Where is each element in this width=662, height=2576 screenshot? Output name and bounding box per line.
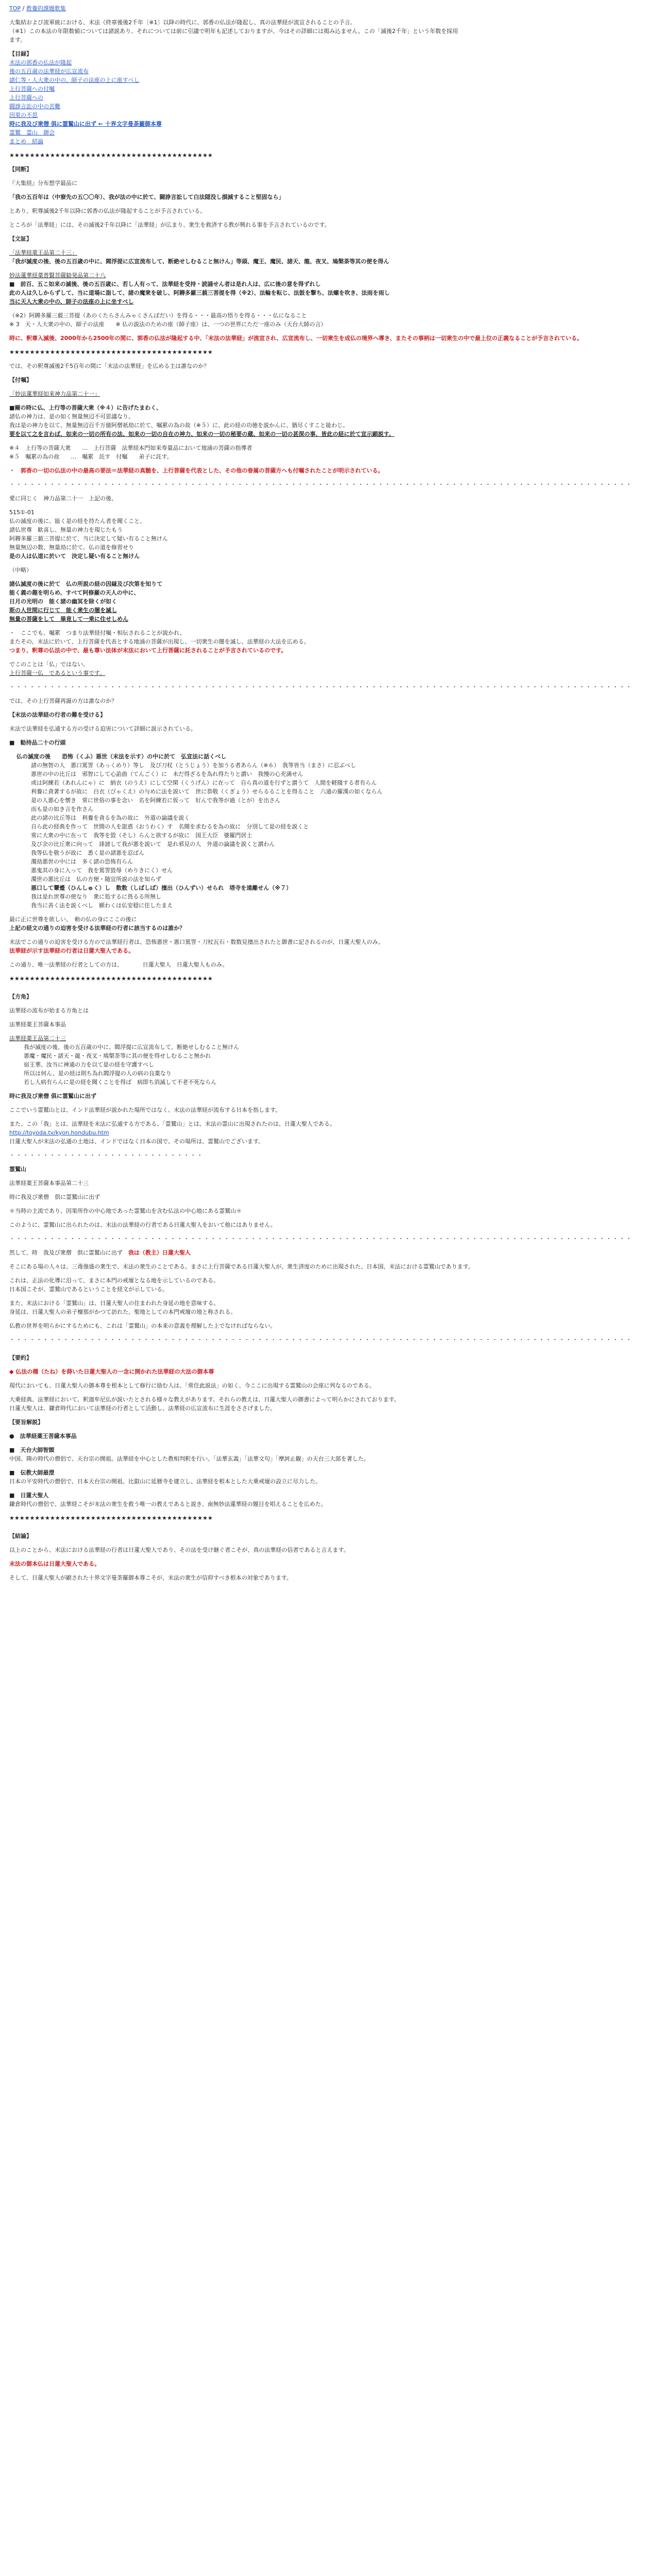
section-subheading: （中略） [9,567,32,573]
paragraph: 末法でこの通りの迫害を受ける方ので法華経行者は、恐怖悪世・悪口罵詈・刀杖瓦石・数数見擯出されたと御書に記されるのが、日蓮大聖人のみ。 [9,939,384,945]
verse: 此の諸の比丘等は 利養を貪るを為の故に 外道の論議を説く [31,815,190,821]
section-heading: 【結論】 [9,1533,32,1539]
paragraph: これは、正法の化導に沿って、まさに本門の戒壇となる地を示しているのである。 [9,1277,219,1284]
paragraph: 末法で法華経を弘通する方の受ける迫害について詳細に説示されている。 [9,725,196,732]
section-minobu [9,1299,653,1330]
paragraph-text: 然して、時 我及び衆僧 倶に霊鷲山に出ず [9,1249,123,1256]
paragraph: そして、日蓮大聖人が顕された十界文字曼荼羅御本尊こそが、末法の衆生が信仰すべき根本の対象であります。 [9,1574,292,1581]
breadcrumb-separator: / [21,5,26,12]
verse: 諸仏世尊 歓喜し、無量の神力を現じたもう [9,527,123,533]
intro-line: ます。 [9,37,26,43]
quote: 此の人は久しからずして、当に道場に詣して、諸の魔衆を破し、阿耨多羅三藐三菩提を得（※2）、法輪を転じ、法鼓を撃ち、法螺を吹き、法雨を雨し [9,290,390,296]
emphasis-text: 我は（教主）日蓮大聖人 [128,1249,191,1256]
section-gyoja [9,660,653,910]
verse: 日月の光明の 能く諸の幽冥を除くが如く [9,598,117,605]
verse: 宿王華、汝当に神通の力を以て是の経を守護すべし [24,1061,154,1068]
page-ref: 515①-01 [9,509,35,516]
section-heading: 【方角】 [9,993,32,1000]
quote: 諸仏の神力は、是の如く無量無辺不可思議なり。 [9,413,134,420]
table-of-contents [9,49,653,146]
quote: ■爾の時に仏、上行等の菩薩大衆（※４）に告げたまわく、 [9,404,162,411]
paragraph: 大乗経典、法華経において、釈迦牟尼仏が説いたとされる様々な教えがあります。それらの教えは、日蓮大聖人の御書によって明らかにされております。 [9,1396,400,1403]
paragraph: また、この「我」とは、法華経を末法に弘通する方である。「霊鷲山」とは、末法の霊山に出現されたのは、日蓮大聖人である。 [9,1121,336,1127]
quote: 「我の五百年は（中寮先の五〇〇年）、我が法の中に於て、闘諍言訟して白法隠没し損減すること堅固なら」 [9,194,285,200]
section-heading: 【末法の法華経の行者の難を受ける】 [9,711,106,718]
quote: 要を以て之を言わば、如来の一切の所有の法、如来の一切の自在の神力、如来の一切の秘要の蔵、如来の一切の甚深の事、皆此の経に於て宣示顕説す。 [9,431,395,437]
verse: 無量無辺の数、無量劫に於て、仏の道を修習せり [9,544,134,551]
star-divider: ★★★★★★★★★★★★★★★★★★★★★★★★★★★★★★★★★★★★★★★★ [9,1515,213,1521]
section-dosho [9,165,653,229]
paragraph: 現代においても、日蓮大聖人の御本尊を根本として修行に励む人は、「常住此説法」の如く、今ここに出現する霊鷲山の会座に列なるのである。 [9,1382,375,1389]
emphasis-text: つまり、釈尊の仏法の中で、最も尊い法体が末法において上行菩薩に託されることが予言されているのです。 [9,647,287,654]
dot-divider: ・・・・・・・・・・・・・・・・・・・・・・・・・・・・・・・・・・・・・・・・・・・・・・・・・・・・・・・・・・・・・・・・・・・・・・・・・・・・・・・・・・・・・・・・・・・・・ [9,1235,633,1242]
verse: 阿耨多羅三藐三菩提に於て、当に決定して疑い有ること無けん [9,535,168,542]
verse: 及び余の比丘衆に向って 誹謗して我が悪を説いて 是れ邪見の人 外道の論議を説くと謂わん [31,841,275,848]
verse: 所以は何ん、是の経は則ち為れ閻浮提の人の病の良薬なり [24,1070,172,1077]
paragraph: 法華経薬王菩薩本事品第二十三 [9,1180,89,1187]
paragraph: では、その釈尊滅後2千5百年の間に「末法の法華経」を広める主は誰なのか？ [9,363,209,369]
section-monsho [9,234,653,343]
glossary-term: ■ 天台大師智顗 [9,1447,55,1453]
section-glossary [9,1418,653,1509]
verse: 我は是れ世尊の使なり 衆に処するに畏るる所無し [31,893,161,900]
verse: 仏の滅度の後に、能く是の経を持たん者を聞くこと、 [9,518,145,524]
verse: 悪世の中の比丘は 邪智にして心諂曲（てんごく）に 未だ得ざるを為れ得たりと謂い 我慢の心充満せん [31,771,303,777]
verse: 而も是の如き言を作さん [31,806,93,812]
emphasis-text: ◆ 仏法の種（たね）を蒔いた日蓮大聖人の一念に開かれた法華経の大法の御本尊 [9,1368,214,1375]
sutra-title: 法華経薬王品第二十三 [9,1035,66,1042]
emphasis-text: 法華経が示す法華経の行者は日蓮大聖人である。 [9,947,134,954]
paragraph: 上行菩薩一仏 であるという事です。 [9,670,106,676]
paragraph: 法華経の流布が始まる方角とは [9,1007,89,1014]
quote: 「我が滅度の後、後の五百歳の中に、閻浮提に広宣流布して、断絶せしむること無けん」等頭、魔王、魔民、諸天、龍、夜叉、鳩槃荼等其の便を得ん [9,258,389,265]
paragraph: 時に我及び衆僧 俱に霊鷲山に出ず [9,1093,96,1099]
paragraph: ここでいう霊鷲山とは、インド法華経が説かれた場所ではなく、末法の法華経が流布する日本を指します。 [9,1107,281,1113]
verse: 諸仏滅度の後に於て 仏の所説の経の因縁及び次第を知りて [9,581,162,587]
section-conclusion [9,1532,653,1582]
verse: 利養に貪著するが故に 白衣（びゃくえ）の与めに法を説いて 世に恭敬（くぎょう）せらるることを得ること 六通の羅漢の如くならん [31,788,383,795]
paragraph: ＊当時の主流であり、因果所作の中心地であった霊鷲山を含む仏法の中心地にある霊鷲山＊ [9,1208,242,1214]
verse: 是の人は仏道に於いて 決定し疑い有ること無けん [9,553,140,560]
toc-link[interactable]: 闘諍言訟の中の苦難 [9,103,60,110]
section-heading: 【同断】 [9,166,32,173]
section-heading: 霊鷲山 [9,1166,26,1173]
section-heading: 【要約】 [9,1354,32,1361]
paragraph: ところが「法華経」には、その滅後2千年以降に「法華経」が広まり、衆生を救済する教が興れる事を予言されているのです。 [9,222,330,228]
verse: 能く義の趣を明らめ、すべて阿修羅の天人の中に、 [9,589,140,596]
note: ※５ 嘱累の為の故 … 嘱累 託す 付嘱 弟子に託す。 [9,453,173,460]
toc-link[interactable]: 諸仁等・人大衆の中の、師子の法座の上に座すべし [9,77,140,83]
toc-link[interactable]: 上行菩薩への [9,94,43,101]
toc-link[interactable]: まとめ 結論 [9,138,43,145]
toc-link[interactable]: 時に我及び衆僧 俱に霊鷲山に出ず ← 十界文字曼荼羅御本尊 [9,121,162,127]
glossary-definition: 中国、隋の時代の僧侶で、天台宗の開祖。法華経を中心とした教相判釈を行い、「法華玄義」「法華文句」「摩訶止観」の天台三大部を著した。 [9,1455,370,1462]
verse: 無量の菩薩をして 畢竟して一乗に住せしめん [9,616,128,622]
breadcrumb-top-link[interactable]: TOP [9,5,21,12]
paragraph: 最に正に世尊を欲しい、 勅の仏の身にここの後に [9,916,137,923]
paragraph [9,1248,653,1257]
emphasis-text: ・ 郭香の一切の仏法の中の最高の要法＝法華経の真髄を、上行菩薩を代表とした、その他の眷属の菩薩方へも付嘱されたことが明示されている。 [9,467,384,474]
verse: 仏の滅度の後 恐怖（くふ）悪世（末法を示す）の中に於て 弘宣法に話くべし [16,753,226,760]
sutra-title: 法華経薬王菩薩本事品 [9,1021,66,1028]
toc-link[interactable]: 末法の郭香の仏法が隆起 [9,59,72,66]
sutra-title: 「妙法蓮華経如来神力品第二十一」 [9,391,100,397]
dot-divider: ・・・・・・・・・・・・・・・・・・・・・・・・・・・・・・・・・・・・・・・・・・・・・・・・・・・・・・・・・・・・・・・・・・・・・・・・・・・・・・・・・・・・・・・・・・・・・ [9,684,633,690]
verse: 悪鬼其の身に入って 我を罵詈毀辱（めりきにく）せん [31,867,173,874]
dot-divider: ・・・・・・・・・・・・・・・・・・・・・・・・・・・・・・・・・・・・・・・・・・・・・・・・・・・・・・・・・・・・・・・・・・・・・・・・・・・・・・・・・・・・・・・・・・・・・ [9,1336,633,1343]
toc-link[interactable]: 後の五百歳の法華経が広宣流布 [9,68,89,75]
verse: 斯の人世間に行じて 能く衆生の闇を滅し [9,607,117,614]
toc-link[interactable]: 因果の不思 [9,112,38,118]
intro-line: 大集結および流軍統における、末法（終章後後2千年〔※1〕以降の時代に、郭香の仏法が隆起し、真の法華経が流宣されることの予言。 [9,19,356,26]
paragraph: 仏教の世界を明らかにするためにも、これは「霊鷲山」の本来の意義を理解した上でなければならない。 [9,1323,276,1329]
glossary-term: ● 法華経薬王菩薩本事品 [9,1433,77,1439]
toc-link[interactable]: 上行菩薩への付嘱 [9,86,55,92]
note: ※ 3 天・人大衆の中の、師子の法座 ※ 仏の説法のための座（師子座）は、一つの世界にただ一座のみ（天台大師の言） [9,321,326,328]
paragraph: そこにある場の人々は、三毒強盛の衆生で、末法の衆生のことである。まさに上行菩薩である日蓮大聖人が、衆生済度のために出現された、日本国、末法における霊鷲山であります。 [9,1263,474,1270]
paragraph: では、その上行菩薩再誕の方は誰なのか？ [9,698,117,704]
section-nichiren [9,915,653,969]
verse: 諸の無智の人 悪口罵詈（あっくめり）等し 及び刀杖（とうじょう）を加うる者あらん（※６） 我等皆当（まさ）に忍ぶべし [31,762,356,769]
paragraph: 上記の経文の通りの迫害を受ける法華経の行者に該当するのは誰か？ [9,925,185,931]
paragraph: 日本国こそが、霊鷲山であるということを経文が示している。 [9,1286,168,1293]
paragraph: でこのことは「仏」ではない。 [9,661,89,668]
toc-title: 【目録】 [9,50,32,57]
paragraph: とあり、釈尊滅後2千年以降に郭香の仏法が隆起することが予言されている。 [9,208,206,214]
paragraph: 以上のことから、末法における法華経の行者は日蓮大聖人であり、その法を受け継ぐ者こそが、真の法華経の信者であると言えます。 [9,1547,350,1553]
verse: 若し人病有らんに是の経を聞くことを得ば 病即ち消滅して不老不死ならん [24,1079,217,1086]
glossary-definition: 鎌倉時代の僧侶で、法華経こそが末法の衆生を救う唯一の教えであると説き、南無妙法蓮華経の題目を唱えることを広めた。 [9,1501,327,1507]
paragraph: 時に我及び衆僧 倶に霊鷲山に出ず [9,1194,100,1200]
paragraph: 日蓮大聖人が末法の弘通の土地は、インドではなく日本の国で、その場所は、霊鷲山でございます。 [9,1138,264,1145]
section-heading: 【要旨解説】 [9,1419,43,1426]
paragraph: この通り、唯一法華経の行者としての方は、 日蓮大聖人 日蓮大聖人ものみ。 [9,961,228,968]
verse: 是の人悪心を懐き 常に世俗の事を念い 名を阿練若に仮って 好んで我等が過（とが）を出さん [31,797,280,804]
section-summary [9,1353,653,1413]
verse: 我が滅度の後、後の五百歳の中に、閻浮提に広宣流布して、断絶せしむること無けん [24,1044,239,1050]
verse: 悪魔・魔民・諸天・龍・夜叉・鳩槃荼等に其の便を得せしむること無かれ [24,1053,211,1059]
glossary-term: ■ 日蓮大聖人 [9,1492,49,1499]
verse: 悪口して顰蹙（ひんしゅく）し 数数（しばしば）擯出（ひんずい）せられ 塔寺を遠離せん（※７） [31,885,292,891]
verse: 濁劫悪世の中には 多く諸の恐怖有らん [31,858,133,865]
section-heading: 【付嘱】 [9,377,32,383]
intro-line: （※1）この本法の年限数値については諸説あり、それについては前に引議で明年も記述しておりますが、今ほその詳細には掲み込ません。この「滅後2千年」という年数を採用 [9,28,458,35]
star-divider: ★★★★★★★★★★★★★★★★★★★★★★★★★★★★★★★★★★★★★★★★ [9,152,213,159]
section-fuzoku [9,362,653,475]
section-ryojusen [9,1120,653,1229]
paragraph: 身延は、日蓮大聖人の弟子檀那がかつて訪れた、聖地としての本門戒壇の地と称される。 [9,1309,236,1315]
paragraph: このように、霊鷲山に出られたのは、末法の法華経の行者である日蓮大聖人をおいて他にはありません。 [9,1222,276,1228]
breadcrumb [9,4,653,13]
toc-link[interactable]: 霊鷲 霊山 御会 [9,129,55,136]
verse: 或は阿練若（あれんにゃ）に 納衣（のうえ）にして空閑（くうげん）に在って 自ら真の道を行ずと謂うて 人間を軽賤する者有らん [31,779,377,786]
star-divider: ★★★★★★★★★★★★★★★★★★★★★★★★★★★★★★★★★★★★★★★★ [9,975,213,982]
dot-divider: ・・・・・・・・・・・・・・・・・・・・・・・・・・・・・ [9,1152,204,1159]
star-divider: ★★★★★★★★★★★★★★★★★★★★★★★★★★★★★★★★★★★★★★★★ [9,349,213,355]
external-link[interactable]: http://toyoda.tv/kyon.hondubu.htm [9,1129,109,1136]
section-hougaku [9,992,653,1114]
note: ※４ 上行等の菩薩大衆 … 上行菩薩 法華経本門如来寿量品において地涌の菩薩の指導者 [9,445,253,451]
note: ・ ここでも、嘱累 つまり法華経付嘱・相伝されることが説かれ、 [9,630,186,636]
verse: 我等仏を敬うが故に 悉く是の諸悪を忍ばん [31,850,144,856]
section-jinriki [9,494,653,655]
quote: 当に天人大衆の中の、師子の法座の上に坐すべし [9,298,134,305]
source-line: 『大集経』分布想学最品に [9,180,77,187]
section-subheading: ■ 勧持品二十の行頭 [9,739,66,746]
paragraph: 愛に同じく 神力品第二十一 上記の後、 [9,495,117,502]
glossary-term: ■ 伝教大師最澄 [9,1469,55,1476]
emphasis-text: 時に、釈尊入滅後、2000年から2500年の間に、郭香の仏法が隆起する中、「末法の法華経」が流宣され、広宣流布し、一切衆生を成仏の境界へ導き、またその事柄は一切衆生の中で最上位の正義なることが予言されている。 [9,335,583,342]
note: （※2）阿耨多羅三藐三菩提（あのくたらさんみゃくさんぼだい）を得る・・・最高の悟りを得る・・・仏になること [9,312,307,319]
verse: 自ら此の経典を作って 世間の人を誑惑（おうわく）す 名聞を求むるを為の故に 分別して是の経を説くと [31,823,309,830]
verse: 我当に善く法を説くべし 願わくは仏安穏に住したまえ [31,902,173,909]
quote: 我は是の神力を以て、無量無辺百千万億阿僧祇劫に於て、嘱累の為の故（※５）に、此の経の功徳を説かんに、猶尽くすこと能わじ。 [9,422,349,429]
sutra-title: 妙法蓮華経薬普賢菩薩勧発品第二十八 [9,272,106,279]
verse-block [9,752,653,910]
breadcrumb-current-link[interactable]: 教養的課題歌集 [26,5,66,12]
intro [9,18,653,44]
glossary-definition: 日本の平安時代の僧侶で、日本天台宗の開祖。比叡山に延暦寺を建立し、法華経を根本とした大乗戒壇の設立に尽力した。 [9,1478,321,1485]
verse: 濁世の悪比丘は 仏の方便・随宜所説の法を知らず [31,876,161,883]
note: またその、末法に於いて、上行菩薩を代表とする地涌の菩薩が出現し、一切衆生の闇を滅し、法華経の大法を広める。 [9,638,310,645]
emphasis-text: 末法の御本仏は日蓮大聖人である。 [9,1561,100,1567]
dot-divider: ・・・・・・・・・・・・・・・・・・・・・・・・・・・・・・・・・・・・・・・・・・・・・・・・・・・・・・・・・・・・・・・・・・・・・・・・・・・・・・・・・・・・・・・・・・・・・ [9,481,633,488]
section-shutsugen [9,1248,653,1294]
quote: ■ 前百、五こ如来の滅後、後の五百歳に、若し人有って、法華経を受持・読誦せん者は是れ人は、広に後の意を得ずれし [9,281,321,287]
sutra-title: 「法華経薬王品第二十三」 [9,249,77,256]
verse: 常に大衆の中に在って 我等を毀（そし）らんと欲するが故に 国王大臣 婆羅門居士 [31,832,252,839]
paragraph: 日蓮大聖人は、鎌倉時代において法華経の行者として活動し、法華経の広宣流布に生涯をささげました。 [9,1405,276,1412]
section-heading: 【文証】 [9,235,32,242]
paragraph: また、末法における「霊鷲山」は、日蓮大聖人の住まわれた身延の地を意味する。 [9,1300,219,1307]
